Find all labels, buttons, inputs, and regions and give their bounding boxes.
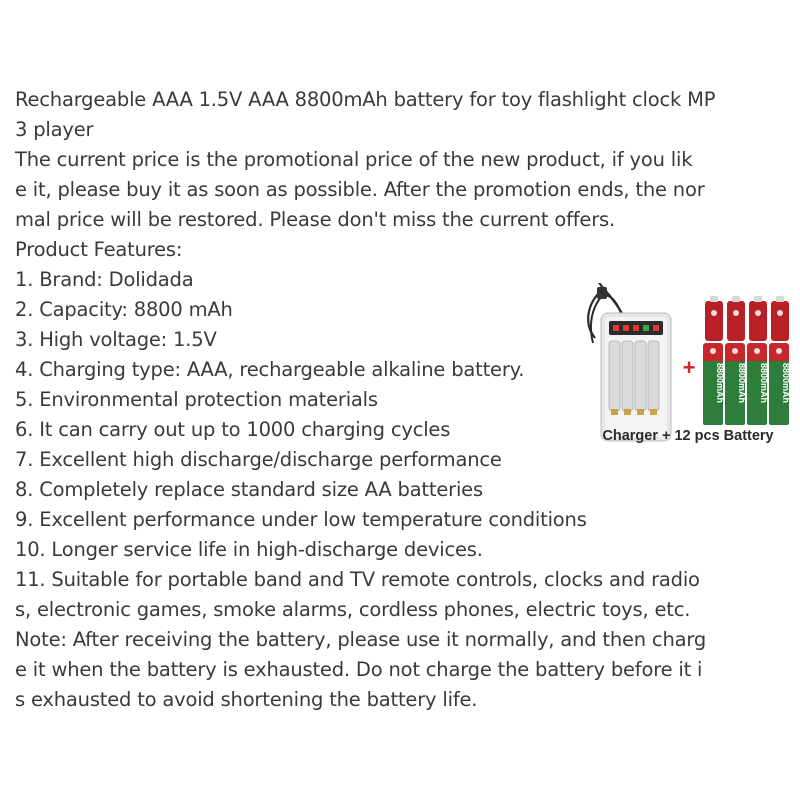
feature-suitable-for-cont: s, electronic games, smoke alarms, cordless phones, electric toys, etc. <box>15 598 691 621</box>
battery-label: 8800mAh <box>759 363 769 404</box>
feature-capacity: 2. Capacity: 8800 mAh <box>15 298 233 321</box>
feature-suitable-for: 11. Suitable for portable band and TV remote controls, clocks and radio <box>15 568 700 591</box>
plug-icon <box>597 287 607 299</box>
feature-cycles: 6. It can carry out up to 1000 charging cycles <box>15 418 451 441</box>
note-line: e it when the battery is exhausted. Do not charge the battery before it i <box>15 658 703 681</box>
description-line: Rechargeable AAA 1.5V AAA 8800mAh battery for toy flashlight clock MP <box>15 88 716 111</box>
feature-low-temperature: 9. Excellent performance under low temperature conditions <box>15 508 587 531</box>
feature-service-life: 10. Longer service life in high-discharge devices. <box>15 538 483 561</box>
battery-stack-icon <box>703 296 791 425</box>
feature-brand: 1. Brand: Dolidada <box>15 268 194 291</box>
product-image-caption: Charger + 12 pcs Battery <box>602 428 774 444</box>
note-line: s exhausted to avoid shortening the battery life. <box>15 688 478 711</box>
description-line: 3 player <box>15 118 94 141</box>
feature-discharge: 7. Excellent high discharge/discharge performance <box>15 448 502 471</box>
description-line: mal price will be restored. Please don't miss the current offers. <box>15 208 616 231</box>
features-heading: Product Features: <box>15 238 183 261</box>
note-line: Note: After receiving the battery, please use it normally, and then charg <box>15 628 707 651</box>
feature-charging-type: 4. Charging type: AAA, rechargeable alkaline battery. <box>15 358 525 381</box>
feature-materials: 5. Environmental protection materials <box>15 388 378 411</box>
feature-voltage: 3. High voltage: 1.5V <box>15 328 217 351</box>
battery-label: 8800mAh <box>737 363 747 404</box>
description-line: e it, please buy it as soon as possible. After the promotion ends, the nor <box>15 178 705 201</box>
battery-label: 8800mAh <box>781 363 791 404</box>
description-line: The current price is the promotional price of the new product, if you lik <box>15 148 693 171</box>
battery-label: 8800mAh <box>715 363 725 404</box>
plus-sign: + <box>682 355 696 380</box>
feature-replacement: 8. Completely replace standard size AA batteries <box>15 478 483 501</box>
charger-icon <box>601 313 671 441</box>
